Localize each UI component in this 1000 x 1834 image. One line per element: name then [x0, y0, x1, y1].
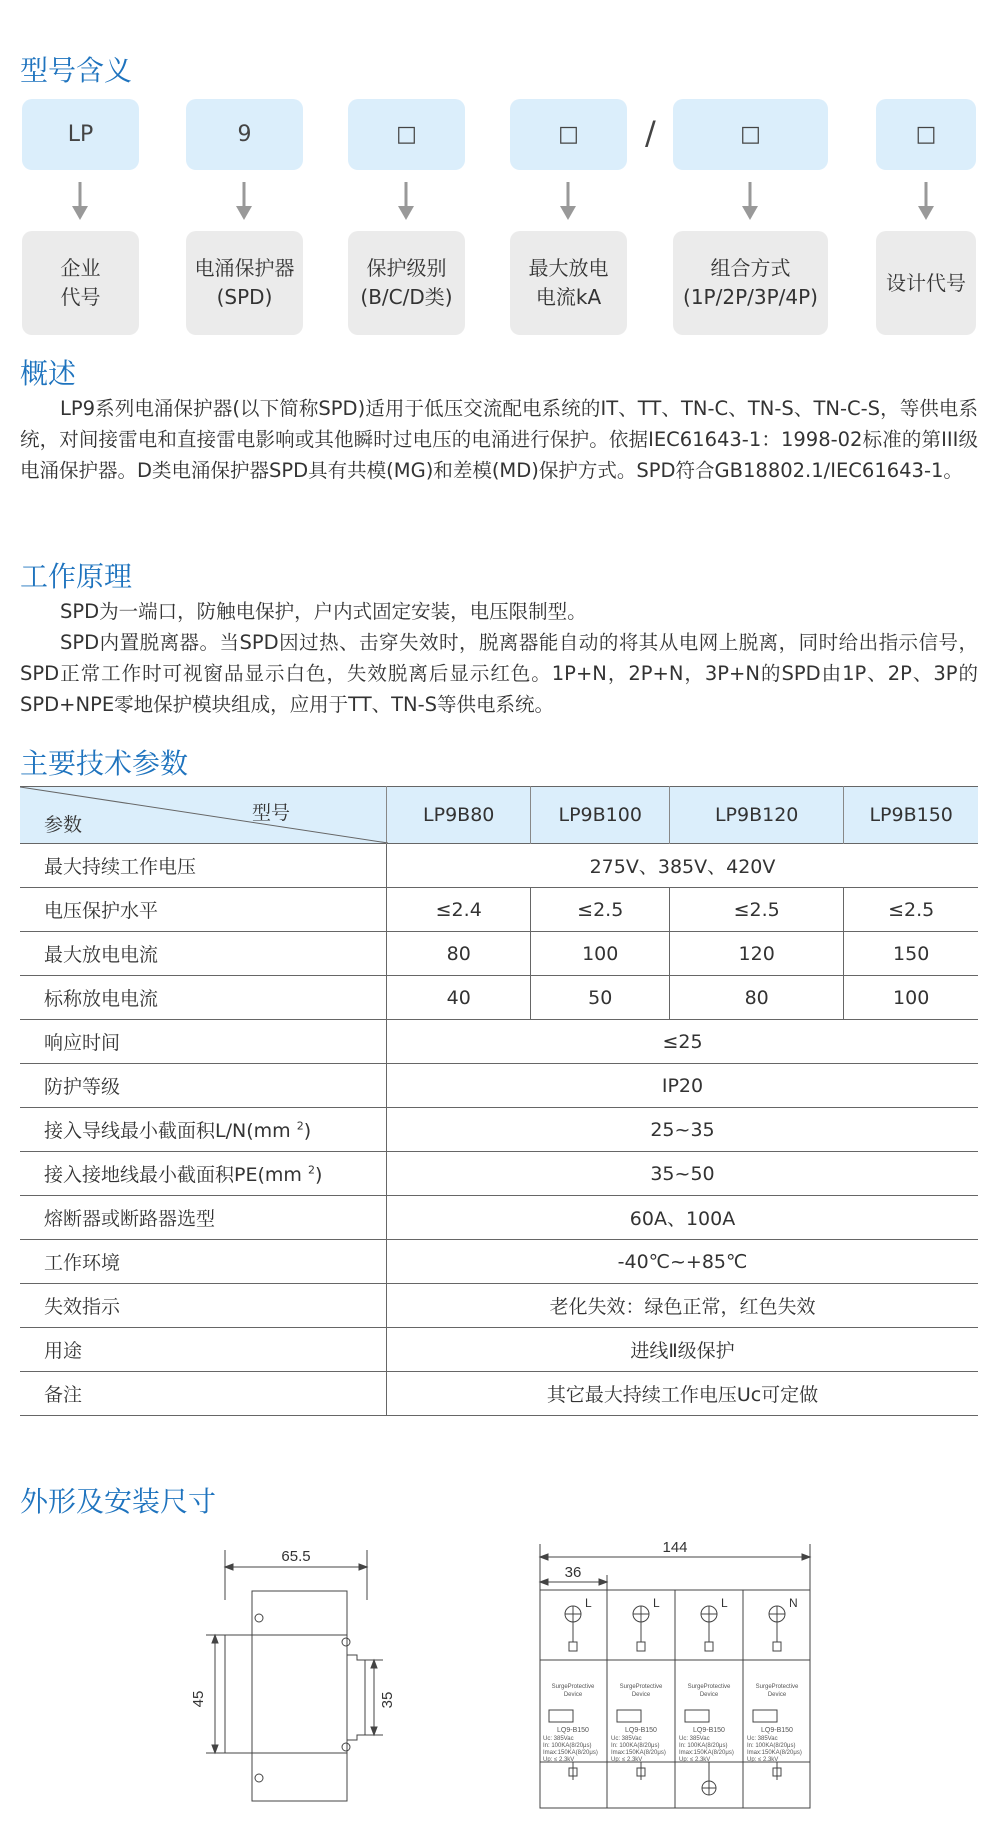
param-value: 进线Ⅱ级保护 [630, 1340, 735, 1362]
corner-label-model: 型号 [251, 802, 290, 824]
module-spec: In: 100KA(8/20μs) [543, 1743, 592, 1749]
arrow-down-icon [558, 182, 578, 222]
table-row [20, 1020, 978, 1064]
table-row [20, 1328, 978, 1372]
section-title-dims: 外形及安装尺寸 [20, 1485, 217, 1518]
param-value: 25~35 [650, 1118, 715, 1141]
module-model: LQ9-B150 [625, 1727, 657, 1734]
model-code-5: □ [673, 99, 828, 170]
params-table [20, 786, 978, 1416]
module-spec: In: 100KA(8/20μs) [747, 1743, 796, 1749]
table-row [20, 1196, 978, 1240]
table-row [20, 844, 978, 888]
section-title-principle: 工作原理 [20, 560, 133, 593]
param-name: 防护等级 [20, 1064, 386, 1108]
model-header: LP9B80 [386, 787, 530, 844]
module-spec: In: 100KA(8/20μs) [611, 1743, 660, 1749]
model-desc-company: 企业 代号 [22, 231, 139, 335]
table-row [20, 1284, 978, 1328]
terminal-label: L [585, 1596, 592, 1610]
module-label-line1: SurgeProtective [551, 1684, 595, 1690]
corner-label-param: 参数 [44, 814, 83, 836]
param-name: 标称放电电流 [20, 976, 386, 1020]
model-header: LP9B100 [531, 787, 670, 844]
principle-paragraph [20, 596, 978, 720]
model-code-6: □ [876, 99, 976, 170]
table-row [20, 1108, 978, 1152]
param-value: 80 [386, 932, 530, 976]
terminal-label: N [789, 1596, 798, 1610]
principle-line-2: SPD内置脱离器。当SPD因过热、击穿失效时，脱离器能自动的将其从电网上脱离，同时给出指示信号，SPD正常工作时可视窗品显示白色，失效脱离后显示红色。1P+N，2P+N，3P+N的SPD由1P、2P、3P的SPD+NPE零地保护模块组成，应用于TT、TN-S等供电系统。 [20, 631, 978, 716]
param-name: 响应时间 [20, 1020, 386, 1064]
param-value: 100 [531, 932, 670, 976]
module-spec: Uc: 385Vac [543, 1736, 574, 1742]
model-desc-combination: 组合方式 (1P/2P/3P/4P) [673, 231, 828, 335]
param-value: -40℃~+85℃ [617, 1250, 748, 1273]
table-row [20, 932, 978, 976]
param-value: IP20 [661, 1074, 704, 1097]
module-label-line2: Device [563, 1692, 583, 1698]
module-spec: Up: ≤ 2.3kV [543, 1757, 575, 1763]
param-value: ≤2.5 [531, 888, 670, 932]
param-value: 120 [670, 932, 844, 976]
module-spec: Uc: 385Vac [747, 1736, 778, 1742]
arrow-down-icon [396, 182, 416, 222]
module-label-line1: SurgeProtective [687, 1684, 731, 1690]
param-name: 备注 [20, 1372, 386, 1416]
param-value: 100 [893, 986, 930, 1009]
dim-module-label: 36 [564, 1564, 582, 1581]
param-name: 最大放电电流 [20, 932, 386, 976]
module-label-line2: Device [767, 1692, 787, 1698]
module-label-line2: Device [699, 1692, 719, 1698]
param-name: 最大持续工作电压 [20, 844, 386, 888]
module-spec: Imax:150KA(8/20μs) [679, 1750, 734, 1756]
module-spec: Up: ≤ 2.3kV [747, 1757, 779, 1763]
model-header: LP9B150 [844, 787, 978, 844]
param-name: 熔断器或断路器选型 [20, 1196, 386, 1240]
model-code-4: □ [510, 99, 627, 170]
model-desc-spd: 电涌保护器 (SPD) [186, 231, 303, 335]
model-code-2: 9 [186, 99, 303, 170]
table-row [20, 1064, 978, 1108]
arrow-down-icon [70, 182, 90, 222]
table-row [20, 1240, 978, 1284]
arrow-down-icon [234, 182, 254, 222]
module-label-line2: Device [631, 1692, 651, 1698]
module-spec: Imax:150KA(8/20μs) [611, 1750, 666, 1756]
param-name: 工作环境 [20, 1240, 386, 1284]
param-value: 40 [386, 976, 530, 1020]
table-corner-cell [20, 787, 386, 844]
param-name: 接入接地线最小截面积PE(mm $^2$) [20, 1152, 386, 1196]
module-spec: Up: ≤ 2.3kV [611, 1757, 643, 1763]
table-row [20, 1152, 978, 1196]
principle-line-1: SPD为一端口，防触电保护，户内式固定安装，电压限制型。 [60, 600, 587, 623]
section-title-overview: 概述 [20, 357, 77, 390]
section-title-model: 型号含义 [20, 54, 133, 87]
param-value: 80 [670, 976, 844, 1020]
model-desc-class: 保护级别 (B/C/D类) [348, 231, 465, 335]
param-value: 150 [893, 942, 930, 965]
param-value: 275V、385V、420V [589, 856, 776, 878]
param-name: 接入导线最小截面积L/N(mm $^2$) [20, 1108, 386, 1152]
model-code-3: □ [348, 99, 465, 170]
table-row [20, 976, 978, 1020]
front-view-drawing [530, 1530, 820, 1820]
module-spec: Uc: 385Vac [679, 1736, 710, 1742]
model-code-1: LP [22, 99, 139, 170]
module-model: LQ9-B150 [761, 1727, 793, 1734]
table-row [20, 1372, 978, 1416]
section-title-params: 主要技术参数 [20, 747, 189, 780]
module-spec: Imax:150KA(8/20μs) [747, 1750, 802, 1756]
param-value: ≤2.4 [386, 888, 530, 932]
module-model: LQ9-B150 [693, 1727, 725, 1734]
dim-total-label: 144 [662, 1539, 688, 1556]
param-value: 35~50 [650, 1162, 715, 1185]
module-label-line1: SurgeProtective [755, 1684, 799, 1690]
overview-text: LP9系列电涌保护器(以下简称SPD)适用于低压交流配电系统的IT、TT、TN-C、TN-S、TN-C-S，等供电系统，对间接雷电和直接雷电影响或其他瞬时过电压的电涌进行保护。依据IEC61643-1：1998-02标准的第III级电涌保护器。D类电涌保护器SPD具有共模(MG)和差模(MD)保护方式。SPD符合GB18802.1/IEC61643-1。 [20, 397, 978, 482]
module-spec: Imax:150KA(8/20μs) [543, 1750, 598, 1756]
terminal-label: L [721, 1596, 728, 1610]
overview-paragraph [20, 393, 978, 486]
param-value: ≤2.5 [888, 898, 935, 921]
param-value: 其它最大持续工作电压Uc可定做 [546, 1384, 819, 1406]
dim-height-inner-label: 35 [379, 1691, 396, 1709]
module-spec: Uc: 385Vac [611, 1736, 642, 1742]
param-value: 60A、100A [629, 1208, 736, 1230]
module-spec: In: 100KA(8/20μs) [679, 1743, 728, 1749]
module-model: LQ9-B150 [557, 1727, 589, 1734]
side-view-drawing [170, 1535, 410, 1815]
arrow-down-icon [916, 182, 936, 222]
arrow-down-icon [740, 182, 760, 222]
model-desc-design: 设计代号 [876, 231, 976, 335]
module-label-line1: SurgeProtective [619, 1684, 663, 1690]
param-name: 失效指示 [20, 1284, 386, 1328]
param-value: ≤25 [662, 1030, 703, 1053]
param-name: 电压保护水平 [20, 888, 386, 932]
terminal-label: L [653, 1596, 660, 1610]
param-name: 用途 [20, 1328, 386, 1372]
param-value: 50 [531, 976, 670, 1020]
param-value: 老化失效：绿色正常，红色失效 [549, 1296, 816, 1318]
module-spec: Up: ≤ 2.3kV [679, 1757, 711, 1763]
dim-width-label: 65.5 [281, 1548, 311, 1565]
model-code-separator: / [645, 114, 656, 152]
dim-height-outer-label: 45 [190, 1690, 207, 1708]
param-value: ≤2.5 [670, 888, 844, 932]
model-header: LP9B120 [670, 787, 844, 844]
model-desc-current: 最大放电 电流kA [510, 231, 627, 335]
table-row [20, 888, 978, 932]
